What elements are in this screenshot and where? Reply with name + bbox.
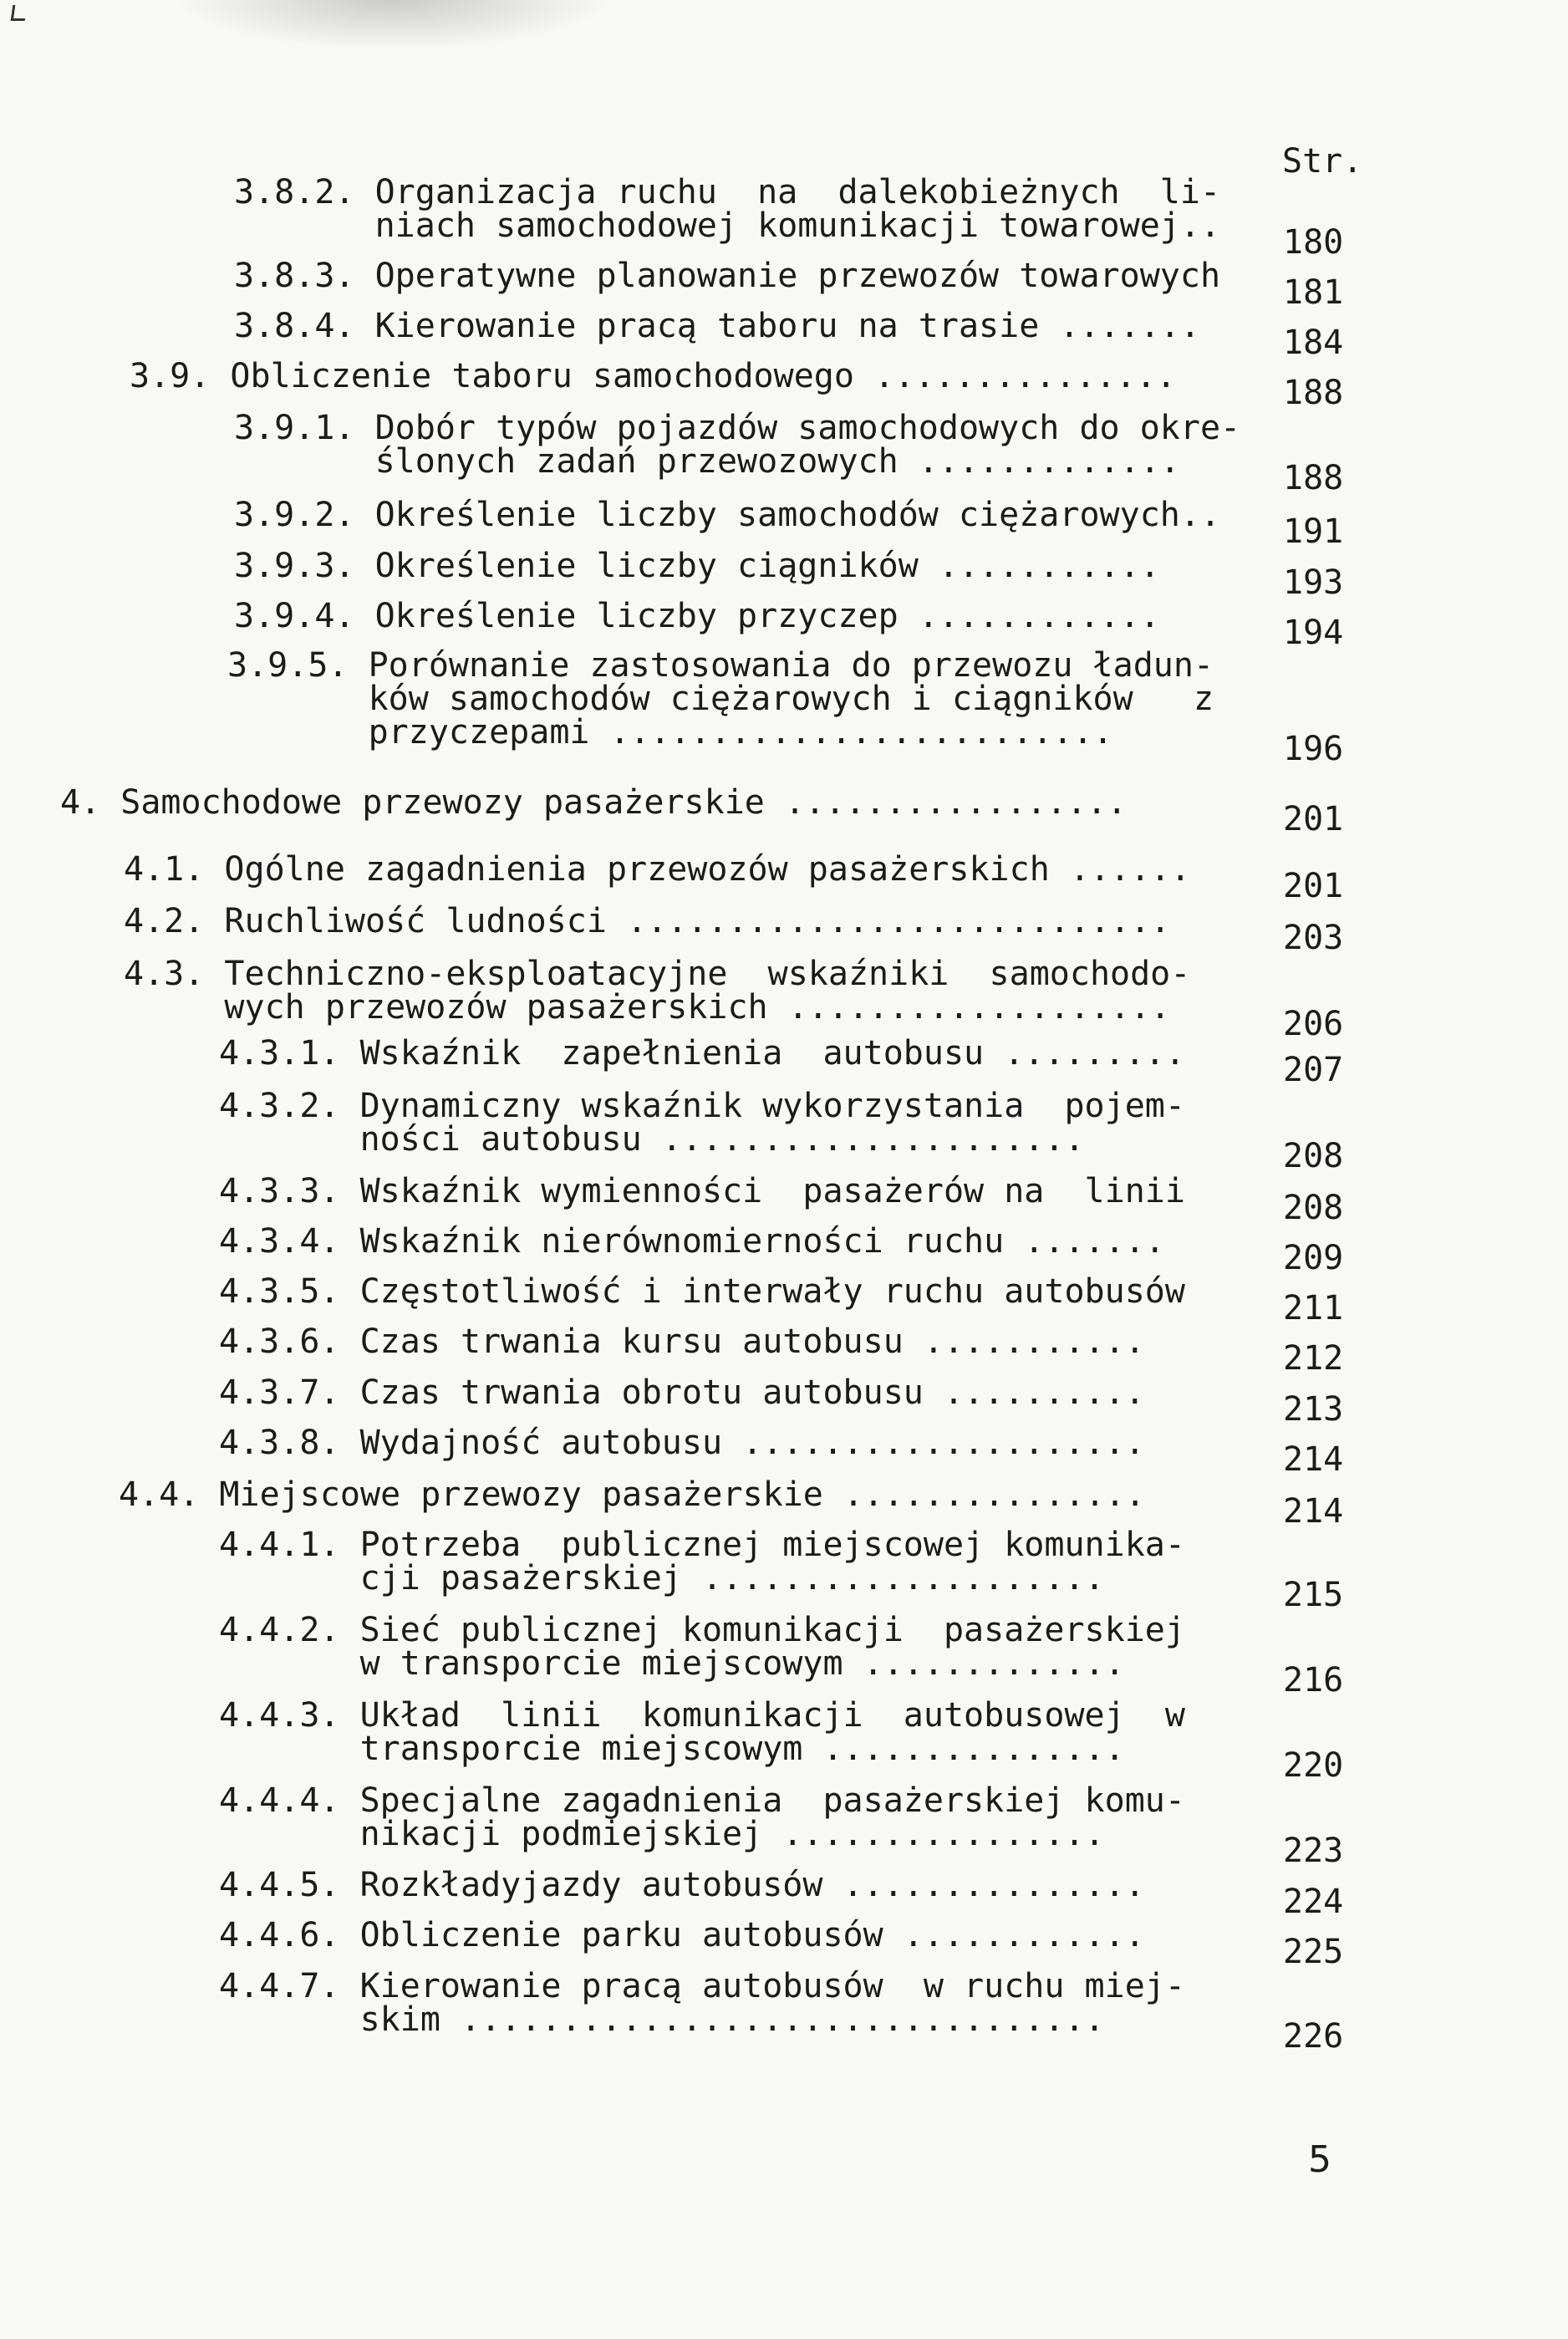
toc-entry-line: 3.9.2. Określenie liczby samochodów ciężarowych.. [234, 496, 1221, 534]
toc-entry-line: 3.8.2. Organizacja ruchu na dalekobieżnych li- [234, 173, 1221, 211]
toc-page-number: 220 [1283, 1746, 1344, 1785]
toc-page-number: 184 [1283, 324, 1344, 362]
toc-page-number: 180 [1283, 223, 1344, 262]
toc-entry-line: ności autobusu ..................... [219, 1120, 1085, 1159]
toc-entry-line: 4. Samochodowe przewozy pasażerskie ................. [60, 783, 1128, 822]
toc-entry-line: 4.4.3. Układ linii komunikacji autobusowej w [219, 1696, 1185, 1735]
toc-page-number: 208 [1283, 1137, 1344, 1175]
toc-entry-line: 4.3.7. Czas trwania obrotu autobusu .......... [219, 1373, 1145, 1412]
toc-page-number: 208 [1283, 1189, 1344, 1227]
toc-entry-line: 4.3.8. Wydajność autobusu .................... [219, 1424, 1145, 1462]
toc-entry-line: nikacji podmiejskiej ................ [219, 1815, 1105, 1853]
toc-page-number: 226 [1283, 2017, 1344, 2056]
toc-page-number: 203 [1283, 919, 1344, 957]
toc-page-number: 225 [1283, 1933, 1344, 1971]
toc-entry-line: 4.4. Miejscowe przewozy pasażerskie ............... [119, 1475, 1146, 1514]
toc-entry-line: 3.8.4. Kierowanie pracą taboru na trasie ....... [234, 307, 1200, 345]
toc-entry-line: skim ................................ [219, 2000, 1105, 2039]
toc-entry-line: ków samochodów ciężarowych i ciągników z [227, 680, 1214, 718]
page-column-header: Str. [1282, 142, 1363, 181]
toc-page-number: 209 [1283, 1239, 1344, 1277]
toc-page-number: 188 [1283, 459, 1344, 497]
toc-page-number: 211 [1283, 1289, 1344, 1327]
toc-entry-line: wych przewozów pasażerskich ................... [124, 988, 1171, 1027]
toc-entry-line: 3.9.3. Określenie liczby ciągników ........... [234, 547, 1160, 585]
toc-entry-line: 4.3. Techniczno-eksploatacyjne wskaźniki samochodo- [124, 955, 1191, 993]
toc-page-number: 196 [1283, 730, 1344, 768]
toc-page-number: 201 [1283, 800, 1344, 838]
toc-page-number: 181 [1283, 273, 1344, 312]
toc-page-number: 207 [1283, 1051, 1344, 1089]
toc-page-number: 214 [1283, 1492, 1344, 1531]
toc-page-number: 214 [1283, 1440, 1344, 1479]
page-number: 5 [1308, 2138, 1331, 2181]
toc-entry-line: 4.3.3. Wskaźnik wymienności pasażerów na linii [219, 1172, 1185, 1210]
toc-entry-line: przyczepami ......................... [227, 713, 1113, 752]
toc-page-number: 213 [1283, 1390, 1344, 1429]
toc-page-number: 216 [1283, 1661, 1344, 1699]
toc-entry-line: 4.3.6. Czas trwania kursu autobusu ........... [219, 1322, 1145, 1361]
toc-page-number: 224 [1283, 1883, 1344, 1921]
toc-entry-line: 4.3.5. Częstotliwość i interwały ruchu autobusów [219, 1272, 1185, 1311]
toc-page-number: 223 [1283, 1832, 1344, 1870]
toc-entry-line: 4.2. Ruchliwość ludności ........................... [124, 902, 1171, 940]
scan-corner-mark [11, 5, 28, 21]
toc-entry-line: 4.4.1. Potrzeba publicznej miejscowej komunika- [219, 1526, 1185, 1564]
toc-entry-line: 4.4.5. Rozkładyjazdy autobusów ............... [219, 1866, 1145, 1904]
toc-page-number: 194 [1283, 614, 1344, 652]
toc-entry-line: 3.8.3. Operatywne planowanie przewozów towarowych [234, 257, 1221, 295]
toc-entry-line: 3.9.5. Porównanie zastosowania do przewozu ładun- [227, 646, 1214, 685]
toc-entry-line: 3.9.4. Określenie liczby przyczep ............ [234, 597, 1160, 635]
toc-page-number: 206 [1283, 1005, 1344, 1043]
toc-entry-line: 4.3.4. Wskaźnik nierównomierności ruchu ....... [219, 1222, 1165, 1261]
toc-entry-line: 3.9. Obliczenie taboru samochodowego ............... [130, 357, 1177, 395]
toc-entry-line: 4.3.2. Dynamiczny wskaźnik wykorzystania pojem- [219, 1087, 1185, 1125]
toc-entry-line: 4.4.4. Specjalne zagadnienia pasażerskiej komu- [219, 1781, 1185, 1820]
toc-entry-line: 4.4.2. Sieć publicznej komunikacji pasażerskiej [219, 1611, 1185, 1649]
toc-page-number: 215 [1283, 1576, 1344, 1614]
toc-entry-line: 4.1. Ogólne zagadnienia przewozów pasażerskich ...... [124, 850, 1191, 889]
toc-entry-line: 3.9.1. Dobór typów pojazdów samochodowych do okre- [234, 409, 1241, 447]
toc-entry-line: 4.4.6. Obliczenie parku autobusów ............ [219, 1916, 1145, 1954]
toc-entry-line: cji pasażerskiej .................... [219, 1559, 1105, 1598]
toc-entry-line: 4.3.1. Wskaźnik zapełnienia autobusu ......... [219, 1034, 1185, 1073]
toc-page-number: 191 [1283, 512, 1344, 551]
toc-page-number: 201 [1283, 867, 1344, 905]
toc-entry-line: 4.4.7. Kierowanie pracą autobusów w ruchu miej- [219, 1967, 1185, 2005]
toc-entry-line: w transporcie miejscowym ............. [219, 1644, 1125, 1683]
toc-page-number: 212 [1283, 1339, 1344, 1378]
toc-entry-line: niach samochodowej komunikacji towarowej.. [234, 206, 1221, 245]
toc-entry-line: ślonych zadań przewozowych ............. [234, 442, 1180, 481]
toc-page-number: 188 [1283, 374, 1344, 412]
toc-entry-line: transporcie miejscowym ............... [219, 1730, 1125, 1768]
toc-page-number: 193 [1283, 563, 1344, 602]
scan-smudge [176, 0, 610, 50]
